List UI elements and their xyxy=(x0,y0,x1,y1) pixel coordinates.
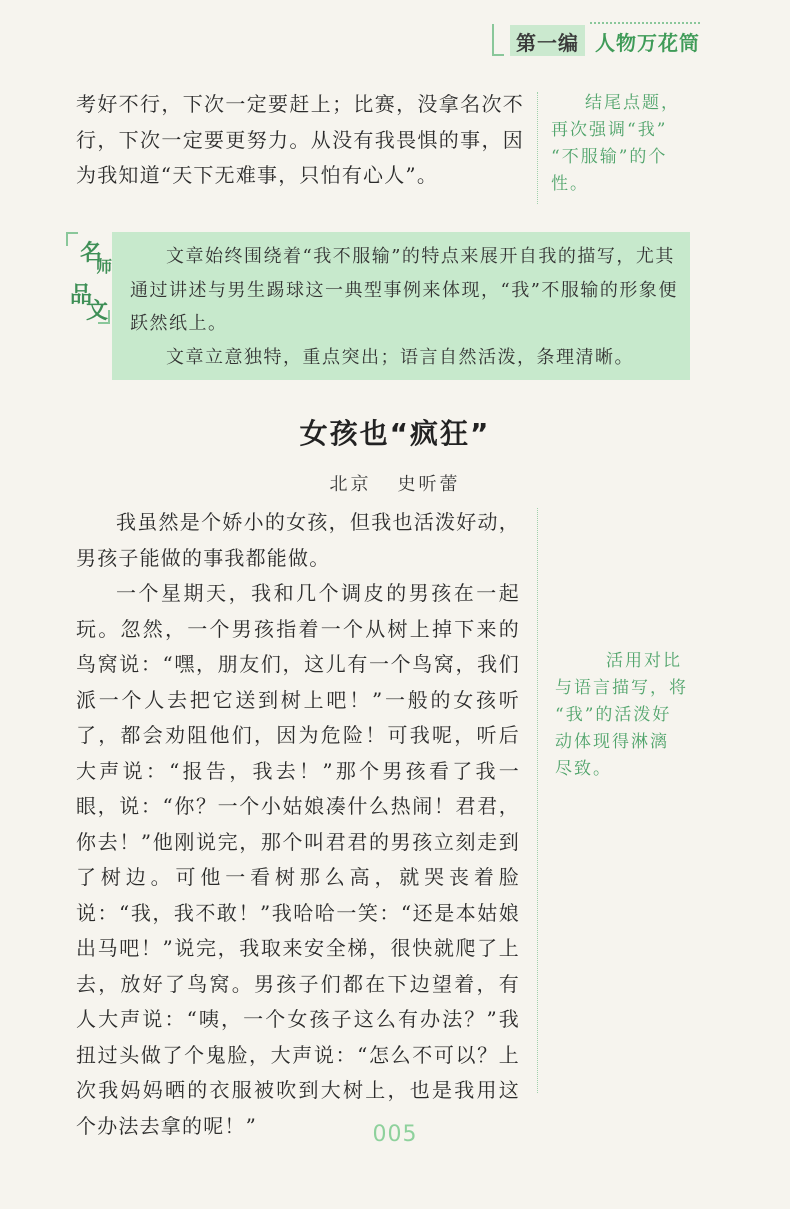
side-note-2-line: “我”的活泼好 xyxy=(555,705,672,725)
comment-label xyxy=(66,232,113,324)
essay-title: 女孩也“疯狂” xyxy=(299,417,491,450)
side-note-1-line: 再次强调“我” xyxy=(551,120,668,140)
side-note-1-line: “不服输”的个 xyxy=(551,147,668,167)
comment-label-char: 文 xyxy=(86,299,109,324)
header-part: 第一编 xyxy=(510,25,585,56)
essay-author xyxy=(0,470,790,496)
side-note-2-line: 动体现得淋漓 xyxy=(555,732,669,752)
running-header xyxy=(492,24,700,56)
top-paragraph xyxy=(76,87,524,194)
side-note-2-line: 与语言描写，将 xyxy=(555,678,688,698)
teacher-comment-box xyxy=(112,232,690,380)
page-number: 005 xyxy=(372,1122,418,1147)
comment-label-char: 名 xyxy=(80,241,103,266)
essay-body xyxy=(76,505,520,1144)
side-note-1-line: 结尾点题， xyxy=(585,93,680,113)
comment-label-char: 师 xyxy=(96,257,113,276)
author-city: 北京 xyxy=(329,474,372,495)
side-note-2-line: 尽致。 xyxy=(555,759,612,779)
header-part-title: 人物万花筒 xyxy=(595,31,700,55)
side-note-2-line: 活用对比 xyxy=(606,651,682,671)
header-dotted-line xyxy=(590,22,700,24)
essay-paragraph: 一个星期天，我和几个调皮的男孩在一起玩。忽然，一个男孩指着一个从树上掉下来的鸟窝说：“嘿，朋友们，这儿有一个鸟窝，我们派一个人去把它送到树上吧！”一般的女孩听了，都会劝阻他们，因为危险！可我呢，听后大声说：“报告，我去！”那个男孩看了我一眼，说：“你？一个小姑娘凑什么热闹！君君，你去！”他刚说完，那个叫君君的男孩立刻走到了树边。可他一看树那么高，就哭丧着脸说：“我，我不敢！”我哈哈一笑：“还是本姑娘出马吧！”说完，我取来安全梯，很快就爬了上去，放好了鸟窝。男孩子们都在下边望着，有人大声说：“咦，一个女孩子这么有办法？”我扭过头做了个鬼脸，大声说：“怎么不可以？上次我妈妈晒的衣服被吹到大树上，也是我用这个办法去拿的呢！” xyxy=(76,581,520,1138)
side-note-1 xyxy=(551,90,691,198)
comment-label-char: 品 xyxy=(70,283,93,308)
header-bracket xyxy=(492,24,504,56)
comment-paragraph: 文章立意独特，重点突出；语言自然活泼，条理清晰。 xyxy=(166,346,634,368)
label-bracket-top-left xyxy=(66,232,78,246)
side-note-1-line: 性。 xyxy=(551,174,589,194)
side-note-2 xyxy=(555,648,697,783)
author-name: 史听蕾 xyxy=(397,474,461,495)
top-paragraph-text: 考好不行，下次一定要赶上；比赛，没拿名次不行，下次一定要更努力。从没有我畏惧的事，因为我知道“天下无难事，只怕有心人”。 xyxy=(76,92,524,187)
margin-divider-2 xyxy=(537,508,538,1093)
essay-paragraph: 我虽然是个娇小的女孩，但我也活泼好动，男孩子能做的事我都能做。 xyxy=(76,510,520,570)
comment-paragraph: 文章始终围绕着“我不服输”的特点来展开自我的描写，尤其通过讲述与男生踢球这一典型事例来体现，“我”不服输的形象便跃然纸上。 xyxy=(130,246,678,334)
margin-divider-1 xyxy=(537,92,538,204)
